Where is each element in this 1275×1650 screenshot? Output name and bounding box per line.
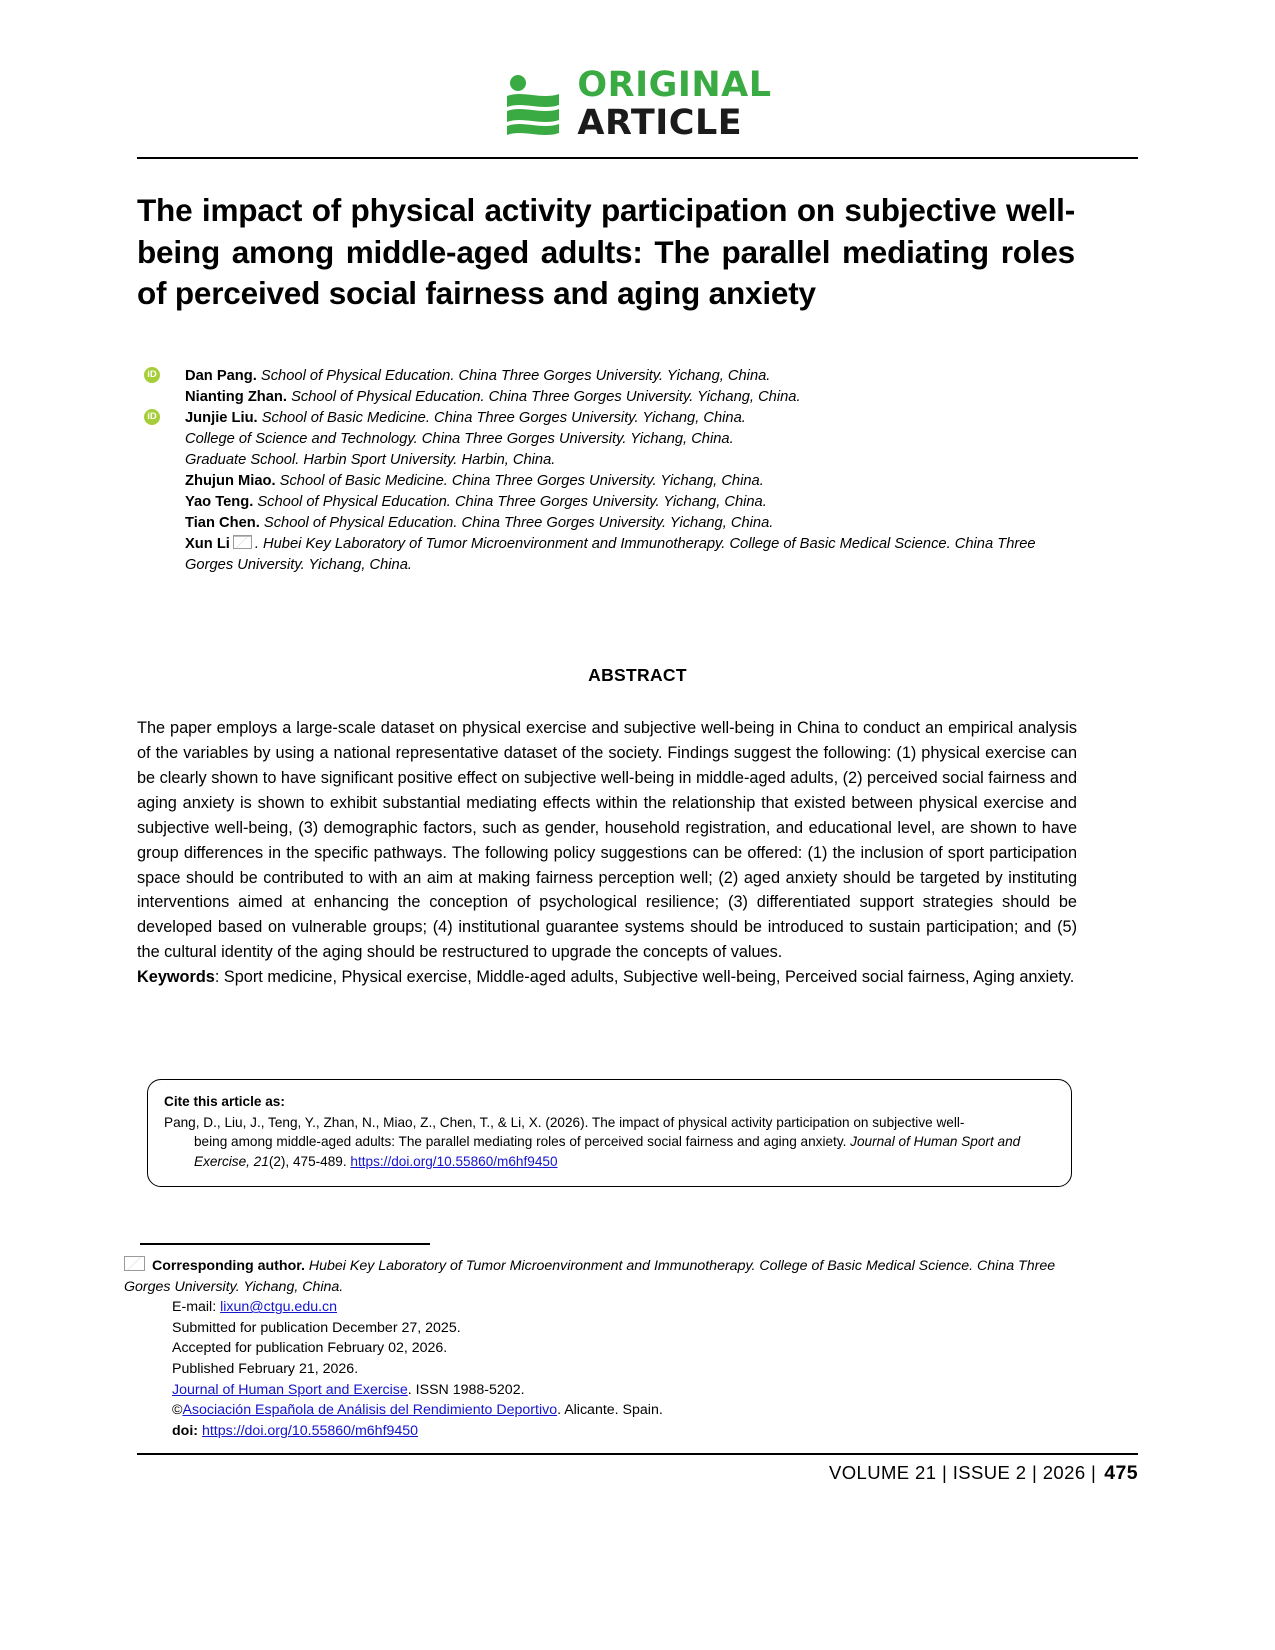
volume-issue-text: VOLUME 21 | ISSUE 2 | 2026 | bbox=[828, 1462, 1097, 1483]
author-row bbox=[137, 513, 1077, 534]
corresponding-author-note bbox=[124, 1256, 1084, 1297]
author-name: Junjie Liu. bbox=[185, 410, 258, 427]
cite-doi-link[interactable]: https://doi.org/10.55860/m6hf9450 bbox=[350, 1154, 558, 1170]
corresponding-author-row bbox=[137, 534, 1077, 576]
author-affiliation: . Hubei Key Laboratory of Tumor Microenvironment and Immunotherapy. College of Basic Medical Science. China Three Gorges University. Yichang, China. bbox=[185, 536, 1036, 574]
author-name: Zhujun Miao. bbox=[185, 473, 276, 490]
author-row bbox=[137, 366, 1077, 387]
envelope-icon[interactable] bbox=[233, 535, 252, 549]
author-name: Xun Li bbox=[185, 536, 230, 553]
footer-divider bbox=[137, 1453, 1138, 1455]
cite-line-2 bbox=[164, 1132, 1055, 1171]
page-footer bbox=[137, 1462, 1138, 1485]
author-row bbox=[137, 408, 1077, 429]
publisher-row bbox=[172, 1400, 1084, 1421]
author-affiliation: School of Physical Education. China Three Gorges University. Yichang, China. bbox=[291, 389, 801, 406]
issn-text: . ISSN 1988-5202. bbox=[407, 1381, 525, 1398]
cite-this-article-box bbox=[147, 1079, 1072, 1187]
email-link[interactable]: lixun@ctgu.edu.cn bbox=[220, 1299, 338, 1316]
author-affiliation: School of Physical Education. China Three Gorges University. Yichang, China. bbox=[263, 515, 774, 532]
corresponding-author-label: Corresponding author. bbox=[152, 1258, 305, 1274]
footnote-divider bbox=[140, 1243, 430, 1245]
corresponding-author-affiliation: Hubei Key Laboratory of Tumor Microenvironment and Immunotherapy. College of Basic Medical Science. China Three Gorges University. Yichang, China. bbox=[124, 1258, 1056, 1295]
envelope-icon bbox=[124, 1256, 145, 1271]
doi-link[interactable]: https://doi.org/10.55860/m6hf9450 bbox=[201, 1422, 419, 1439]
author-name: Yao Teng. bbox=[185, 494, 254, 511]
page-number: 475 bbox=[1104, 1462, 1138, 1484]
affiliation-row bbox=[137, 429, 1077, 450]
header-divider bbox=[137, 157, 1138, 159]
cite-line-1: Pang, D., Liu, J., Teng, Y., Zhan, N., Miao, Z., Chen, T., & Li, X. (2026). The impact of physical activity participation on subjective well- bbox=[164, 1114, 965, 1130]
cite-heading: Cite this article as: bbox=[164, 1094, 285, 1109]
affiliation-row bbox=[137, 450, 1077, 471]
doi-label: doi: bbox=[172, 1422, 198, 1439]
cite-reference bbox=[164, 1113, 1055, 1172]
author-row bbox=[137, 471, 1077, 492]
keywords-row bbox=[137, 965, 1077, 990]
logo-text-article: ARTICLE bbox=[577, 103, 743, 143]
journal-link[interactable]: Journal of Human Sport and Exercise bbox=[172, 1381, 408, 1398]
accepted-row: Accepted for publication February 02, 2026. bbox=[172, 1340, 448, 1357]
logo-text-original: ORIGINAL bbox=[577, 65, 772, 105]
author-affiliation: School of Basic Medicine. China Three Gorges University. Yichang, China. bbox=[261, 410, 746, 427]
author-affiliation: School of Physical Education. China Three Gorges University. Yichang, China. bbox=[260, 368, 771, 384]
green-stripes-flag-icon bbox=[503, 74, 561, 136]
publication-details bbox=[124, 1297, 1084, 1441]
author-name: Dan Pang. bbox=[185, 368, 257, 384]
cite-line-2-text: being among middle-aged adults: The parallel mediating roles of perceived social fairness and aging anxiety. bbox=[194, 1134, 851, 1150]
journal-row bbox=[172, 1380, 1084, 1401]
abstract-text: The paper employs a large-scale dataset on physical exercise and subjective well-being in China to conduct an empirical analysis of the variables by using a national representative dataset of the society. Findings suggest the following: (1) physical exercise can be clearly shown to have significant positive effect on subjective well-being in middle-aged adults, (2) perceived social fairness and aging anxiety is shown to exhibit substantial mediating effects within the relationship that existed between physical exercise and subjective well-being, (3) demographic factors, such as gender, household registration, and educational level, are shown to have group differences in the specific pathways. The following policy suggestions can be offered: (1) the inclusion of sport participation space should be contributed to with an aim at making fairness perception well; (2) aged anxiety should be targeted by instituting interventions aimed at enhancing the conception of psychological resilience; (3) differentiated support strategies should be developed based on vulnerable groups; (4) institutional guarantee systems should be introduced to sustain participation; and (5) the cultural identity of the aging should be restructured to upgrade the concepts of values. bbox=[137, 719, 1078, 962]
orcid-icon[interactable]: iD bbox=[144, 367, 160, 383]
submitted-row: Submitted for publication December 27, 2025. bbox=[172, 1319, 461, 1336]
page-title: The impact of physical activity participation on subjective well-being among middle-aged adults: The parallel mediating roles of perceived social fairness and aging anxiety bbox=[137, 192, 1075, 312]
author-name: Nianting Zhan. bbox=[185, 389, 287, 406]
journal-header bbox=[0, 65, 1275, 143]
author-name: Tian Chen. bbox=[185, 515, 260, 532]
keywords-value: : Sport medicine, Physical exercise, Middle-aged adults, Subjective well-being, Perceived social fairness, Aging anxiety. bbox=[214, 968, 1075, 987]
orcid-icon[interactable]: iD bbox=[144, 409, 160, 425]
publisher-location: . Alicante. Spain. bbox=[557, 1402, 663, 1419]
published-row: Published February 21, 2026. bbox=[172, 1360, 359, 1377]
abstract-section bbox=[137, 716, 1077, 990]
author-affiliation: Graduate School. Harbin Sport University. Harbin, China. bbox=[185, 452, 556, 469]
abstract-heading: ABSTRACT bbox=[588, 665, 687, 685]
authors-block bbox=[137, 366, 1077, 576]
email-label: E-mail: bbox=[172, 1299, 221, 1316]
copyright-symbol: © bbox=[172, 1402, 183, 1419]
cite-journal-name: Journal of Human Sport and Exercise, 21 bbox=[194, 1134, 1021, 1170]
keywords-label: Keywords bbox=[137, 968, 215, 987]
cite-pages: (2), 475-489. bbox=[268, 1154, 351, 1170]
author-row bbox=[137, 492, 1077, 513]
email-row bbox=[172, 1297, 1084, 1318]
author-affiliation: College of Science and Technology. China Three Gorges University. Yichang, China. bbox=[185, 431, 734, 448]
original-article-logo bbox=[503, 65, 772, 143]
author-row bbox=[137, 387, 1077, 408]
footnote-block bbox=[124, 1256, 1084, 1441]
author-affiliation: School of Physical Education. China Three Gorges University. Yichang, China. bbox=[257, 494, 767, 511]
doi-row bbox=[172, 1421, 1084, 1442]
author-affiliation: School of Basic Medicine. China Three Gorges University. Yichang, China. bbox=[279, 473, 764, 490]
publisher-link[interactable]: Asociación Española de Análisis del Rendimiento Deportivo bbox=[182, 1402, 558, 1419]
